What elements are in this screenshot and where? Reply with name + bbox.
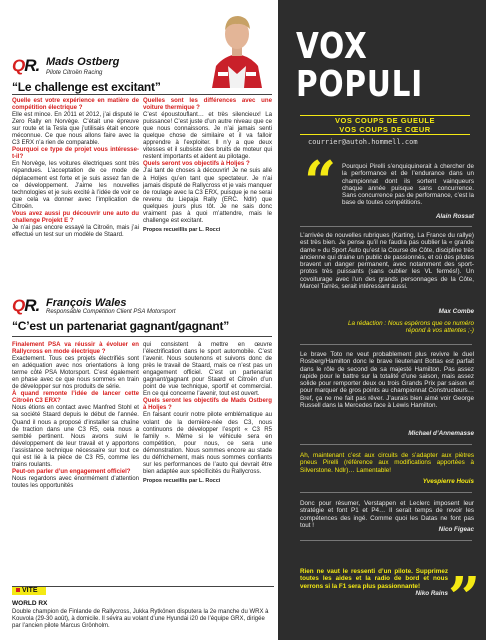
letter-signature: Niko Rains (415, 590, 448, 597)
close-quote-icon: ” (448, 565, 481, 631)
letter-signature: Alain Rossat (435, 213, 474, 220)
interview-credit: Propos recueillis par L. Rocci (143, 226, 221, 233)
vite-divider (12, 586, 274, 596)
answer: Je n’ai pas encore essayé la Citroën, mais j’ai effectué un test sur un modèle de Staard. (12, 223, 139, 238)
square-bullet-icon (16, 588, 20, 592)
answer: Exactement. Tous ces projets électrifiés sont en adéquation avec nos orientations à long terme côté PSA Motorsport. C’est également en phase avec ce que nous sommes en train de développer sur nos produits de série. (12, 355, 139, 391)
interview2-column-2 (143, 341, 272, 485)
question: Quels seront les objectifs de Mads Ostberg à Holjes ? (143, 397, 272, 412)
reader-letter: Rien ne vaut le ressenti d’un pilote. Supprimez toutes les aides et la radio de bord et nous verrons si la F1 sera plus passionnante! (300, 568, 448, 590)
divider (300, 492, 472, 493)
interviewee-name: François Wales (46, 297, 127, 309)
question: Quelles sont les différences avec une voiture thermique ? (143, 97, 272, 112)
letter-signature: Nico Figeac (438, 526, 474, 533)
answer: Elle est mince. En 2011 et 2012, j’ai disputé le Zero Rally en Norvège. C’était une épreuve sur route et la Tesla que j’utilisais était encore méconnue. Ce que nous allons faire avec la C3 ERX n’a rien de comparable. (12, 111, 139, 147)
question: Quels seront vos objectifs à Holjes ? (143, 160, 250, 168)
answer: En faisant courir notre pilote emblématique au volant de la dernière-née des C3, nous continuons de développer l’esprit « C3 R5 family ». Même si le véhicule sera en compétition, pour nous, ce sera une démonstration. Nous sommes encore au stade du défrichement, mais nous sommes confiants sur les performances de l’auto qui devrait être bien adaptée aux spécificités du Rallycross. (143, 411, 272, 475)
question: Vous avez aussi pu découvrir une auto du challenge Projekt E ? (12, 209, 139, 224)
qr-logo: QR. (12, 56, 40, 75)
contact-email: courrier@autoh.hommell.com (308, 138, 418, 146)
section-subtitle: VOS COUPS DE GUEULE VOS COUPS DE CŒUR (300, 115, 470, 135)
interview-credit: Propos recueillis par L. Rocci (143, 477, 221, 484)
answer: qui consistent à mettre en œuvre l’électrification dans le sport automobile. C’est l’avenir. Nous soutenons et suivons donc de près le travail de Staard, mais ce n’est pas un engagement officiel. C’est un partenariat gagnant/gagnant pour Staard et Citroën d’un point de vue technique, sportif et commercial. En ce qui concerne l’avenir, tout est ouvert. (143, 341, 272, 398)
letter-signature: Michael d’Annemasse (408, 430, 474, 437)
reader-letter: Le brave Toto ne veut probablement plus revivre le duel Rosberg/Hamilton donc le brave lieutenant Bottas est parfait dans le rôle de second de sa majesté Hamilton. Pas assez rapide pour le battre sur la totalité d’une saison, mais assez solide pour remporter deux ou trois Grands Prix par saison et pour marquer de gros points au championnat Constructeurs… Bref, ça ne me fait pas rêver. J’aurais bien aimé voir George Russell dans la Mercedes face à Lewis Hamilton. (300, 351, 474, 410)
qr-logo: QR. (12, 296, 40, 315)
answer: C’est époustouflant… et très silencieux! La puissance! C’est juste d’un autre niveau que ce que nous connaissons. Je n’ai jamais senti quelque chose de similaire et il va falloir apprendre à l’exploiter. Il n’y a que deux vitesses et il subsiste des bruits de moteur qui restent importants et aident au pilotage. (143, 111, 272, 161)
interview-headline: “C’est un partenariat gagnant/gagnant” (12, 319, 230, 333)
divider (12, 336, 272, 337)
question: Quelle est votre expérience en matière de compétition électrique ? (12, 97, 139, 112)
editor-reply: La rédaction : Nous espérons que ce numéro répond à vos attentes ;-) (347, 320, 474, 335)
reader-letter: L’arrivée de nouvelles rubriques (Karting, La France du rallye) est très bien. Je pense qu’il ne faudra pas oublier la « grande dame » du Sport Auto qu’est la Course de Côte, discipline très ancienne qui draine un public de passionnés, et où des pilotes bravent un danger permanent, avec notamment des sport-protos très puissants (sans oublier les VL fermés!). Un covoiturage avec l’un des grands personnages de la Côte, Marcel Tarrès, serait intéressant aussi. (300, 232, 474, 291)
news-title: WORLD RX (12, 600, 48, 607)
divider (300, 444, 472, 445)
interview1-column-1 (12, 97, 139, 238)
question: Peut-on parler d’un engagement officiel? (12, 467, 131, 475)
question: À quand remonte l’idée de lancer cette Citroën C3 ERX? (12, 390, 139, 405)
question: Finalement PSA va réussir à évoluer en Rallycross en mode électrique ? (12, 341, 139, 356)
question: Pourquoi ce type de projet vous intéresse-t-il? (12, 146, 139, 161)
interviewee-name: Mads Ostberg (46, 56, 120, 68)
vox-populi-sidebar (278, 0, 486, 640)
divider (300, 344, 472, 345)
letter-signature: Yvespierre Houis (422, 478, 474, 485)
divider (300, 540, 472, 541)
reader-letter: Ah, maintenant c’est aux circuits de s’adapter aux piètres pneus Pirelli (référence aux modifications apportées à Silverstone. Ndlr)… Lamentable! (300, 452, 474, 474)
interview-headline: “Le challenge est excitant” (12, 80, 161, 94)
interview2-column-1 (12, 341, 139, 489)
answer: J’ai tant de choses à découvrir! Je ne suis allé à Holjes qu’en tant que spectateur. Je n’ai jamais disputé de Rallycross et je vais manquer de roulage avec la C3 ERX, puisque je ne serai revenu du Liepaja Rally (ERC. Ndlr) que quelques jours plus tôt. Je ne sais donc vraiment pas à quoi m’attendre, mais le challenge est excitant. (143, 167, 272, 224)
open-quote-icon: “ (304, 149, 337, 215)
letter-signature: Max Combe (438, 308, 474, 315)
driver-portrait-image (208, 8, 266, 88)
vite-tag: VITE (12, 587, 46, 595)
interviewee-role: Responsable Compétition Client PSA Motorsport (46, 309, 176, 315)
divider (300, 226, 472, 227)
interviewee-role: Pilote Citroën Racing (46, 70, 103, 76)
section-title: VOX POPULI (296, 26, 424, 105)
reader-letter: Pourquoi Pirelli s’enquiquinerait à chercher de la performance et de l’endurance dans un championnat dont ils sortent vainqueurs chaque année puisque sans concurrence. Sans concurrence pas de performance, c’est la base de toutes compétitions. (342, 163, 474, 207)
divider (12, 94, 272, 95)
interview1-column-2 (143, 97, 272, 234)
news-body: Double champion de Finlande de Rallycross, Jukka Rytkönen disputera la 2e manche du WRX à Kouvola (29-30 août), à domicile. Il sévira au volant d’une Hyundai i20 de l’équipe GRX, dirigée par l’ancien pilote Marcus Grönholm. (12, 609, 269, 629)
answer: Nous regardons avec énormément d’attention toutes les opportunités (12, 474, 139, 489)
answer: En Norvège, les voitures électriques sont très répandues. L’acceptation de ce mode de déplacement est forte et je suis assez fan de ce développement. J’aime les nouvelles technologies et je suis excité à l’idée de voir ce que cela va donner avec l’implication de Citroën. (12, 160, 139, 210)
reader-letter: Donc pour résumer, Verstappen et Leclerc imposent leur stratégie et font P1 et P4… Il serait temps de revoir les compétences des ingé. Comme quoi les Datas ne font pas tout ! (300, 500, 474, 529)
answer: Nous étions en contact avec Manfred Stohl et sa société Staard depuis le début de l’année. Quand il nous a proposé d’installer sa chaîne de traction dans une C3 R5, cela nous a semblé pertinent. Nous avons suivi le développement de leur travail et y apportons l’assistance technique nécessaire sur tout ce qui est lié à la pièce de C3 R5, comme les trains roulants. (12, 404, 139, 468)
